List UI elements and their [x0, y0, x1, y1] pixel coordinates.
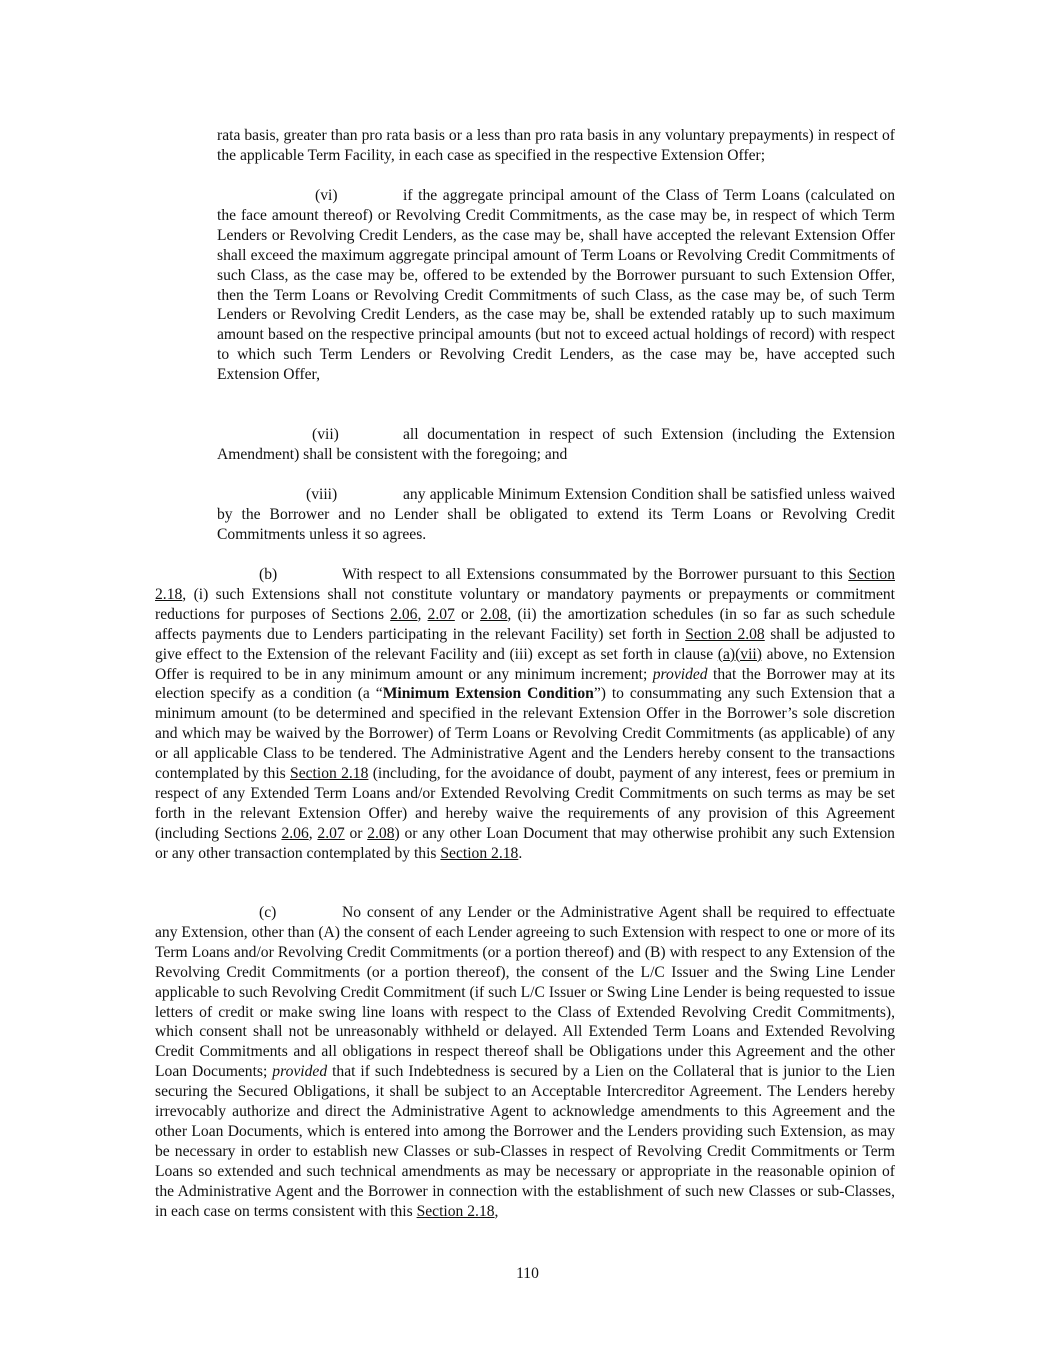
section-link: 2.06	[281, 824, 309, 842]
paragraph-b: (b) With respect to all Extensions consummated by the Borrower pursuant to this Section 2.18, (i) such Extensions shall not constitute voluntary or mandatory payments or prepayments or commitment reductions for purposes of Sections 2.06, 2.07 or 2.08, (ii) the amortization schedules (in so far as such schedule affects payments due to Lenders participating in the relevant Facility) set forth in Section 2.08 shall be adjusted to give effect to the Extension of the relevant Facility and (iii) except as set forth in clause (a)(vii) above, no Extension Offer is required to be in any minimum amount or any minimum increment; provided that the Borrower may at its election specify as a condition (a “Minimum Extension Condition”) to consummating any such Extension that a minimum amount (to be determined and specified in the relevant Extension Offer in the Borrower’s sole discretion and which may be waived by the Borrower) of Term Loans or Revolving Credit Commitments (as applicable) of any or all applicable Class to be tendered. The Administrative Agent and the Lenders hereby consent to the transactions contemplated by this Section 2.18 (including, for the avoidance of doubt, payment of any interest, fees or premium in respect of any Extended Term Loans and/or Extended Revolving Credit Commitments on such terms as may be set forth in the relevant Extension Offer) and hereby waive the requirements of any provision of this Agreement (including Sections 2.06, 2.07 or 2.08) or any other Loan Document that may otherwise prohibit any such Extension or any other transaction contemplated by this Section 2.18.	[155, 566, 896, 862]
section-link: 2.06	[390, 605, 418, 623]
paragraph-continuation: rata basis, greater than pro rata basis or a less than pro rata basis in any voluntary prepayments) in respect of the applicable Term Facility, in each case as specified in the respective Extension Offer;	[217, 127, 895, 164]
clause-link: (a)(vii)	[717, 645, 762, 663]
clause-viii-label: (viii)	[306, 486, 338, 503]
section-link: 2.07	[427, 605, 455, 623]
provided-term: provided	[652, 665, 708, 683]
clause-vii	[217, 425, 895, 465]
clause-vi-label: (vi)	[315, 187, 338, 204]
paragraph-c-label: (c)	[259, 904, 277, 921]
section-link: 2.08	[480, 605, 508, 623]
section-link: 2.08	[367, 824, 395, 842]
clause-vii-label: (vii)	[312, 426, 339, 443]
clause-vi-text: if the aggregate principal amount of the Class of Term Loans (calculated on the face amount thereof) or Revolving Credit Commitments, as the case may be, in respect of which Term Lenders or Revolving Credit Lenders, as the case may be, shall have accepted the relevant Extension Offer shall exceed the maximum aggregate principal amount of Term Loans or Revolving Credit Commitments of such Class, as the case may be, offered to be extended by the Borrower pursuant to such Extension Offer, then the Term Loans or Revolving Credit Commitments of such Class, as the case may be, of such Term Lenders or Revolving Credit Lenders, as the case may be, shall be extended ratably up to such maximum amount based on the respective principal amounts (but not to exceed actual holdings of record) with respect to which such Term Lenders or Revolving Credit Lenders, as the case may be, have accepted such Extension Offer,	[217, 187, 895, 384]
provided-term: provided	[272, 1063, 328, 1081]
section-link: Section 2.18	[290, 765, 369, 783]
defined-term: Minimum Extension Condition	[382, 685, 594, 703]
page-number: 110	[516, 1265, 539, 1282]
section-link: Section 2.18	[155, 566, 895, 603]
clause-vi	[217, 186, 895, 385]
clause-viii	[217, 485, 895, 545]
paragraph-b-label: (b)	[259, 566, 278, 583]
clause-viii-text: any applicable Minimum Extension Condition shall be satisfied unless waived by the Borrower and no Lender shall be obligated to extend its Term Loans or Revolving Credit Commitments unless it so agrees.	[217, 486, 895, 543]
clause-vii-text: all documentation in respect of such Extension (including the Extension Amendment) shall be consistent with the foregoing; and	[217, 426, 895, 463]
paragraph-c: (c) No consent of any Lender or the Administrative Agent shall be required to effectuate any Extension, other than (A) the consent of each Lender agreeing to such Extension with respect to one or more of its Term Loans and/or Revolving Credit Commitments (or a portion thereof) and (B) with respect to any Extension of the Revolving Credit Commitments (or a portion thereof), the consent of the L/C Issuer and the Swing Line Lender applicable to such Revolving Credit Commitment (if such L/C Issuer or Swing Line Lender is being requested to issue letters of credit or make swing line loans with respect to the Class of Extended Revolving Credit Commitments), which consent shall not be unreasonably withheld or delayed. All Extended Term Loans and Extended Revolving Credit Commitments and all obligations in respect thereof shall be Obligations under this Agreement and the other Loan Documents; provided that if such Indebtedness is secured by a Lien on the Collateral that is junior to the Lien securing the Secured Obligations, it shall be subject to an Acceptable Intercreditor Agreement. The Lenders hereby irrevocably authorize and direct the Administrative Agent to acknowledge amendments to this Agreement and the other Loan Documents, which is entered into among the Borrower and the Lenders providing such Extension, as may be necessary in order to establish new Classes or sub-Classes in respect of Revolving Credit Commitments or Term Loans so extended and such technical amendments as may be necessary or appropriate in the reasonable opinion of the Administrative Agent and the Borrower in connection with the establishment of such new Classes or sub-Classes, in each case on terms consistent with this Section 2.18,	[155, 904, 895, 1220]
section-link: Section 2.18	[416, 1202, 495, 1220]
section-link: 2.07	[317, 824, 345, 842]
section-link: Section 2.18	[440, 844, 519, 862]
section-link: Section 2.08	[685, 625, 765, 643]
